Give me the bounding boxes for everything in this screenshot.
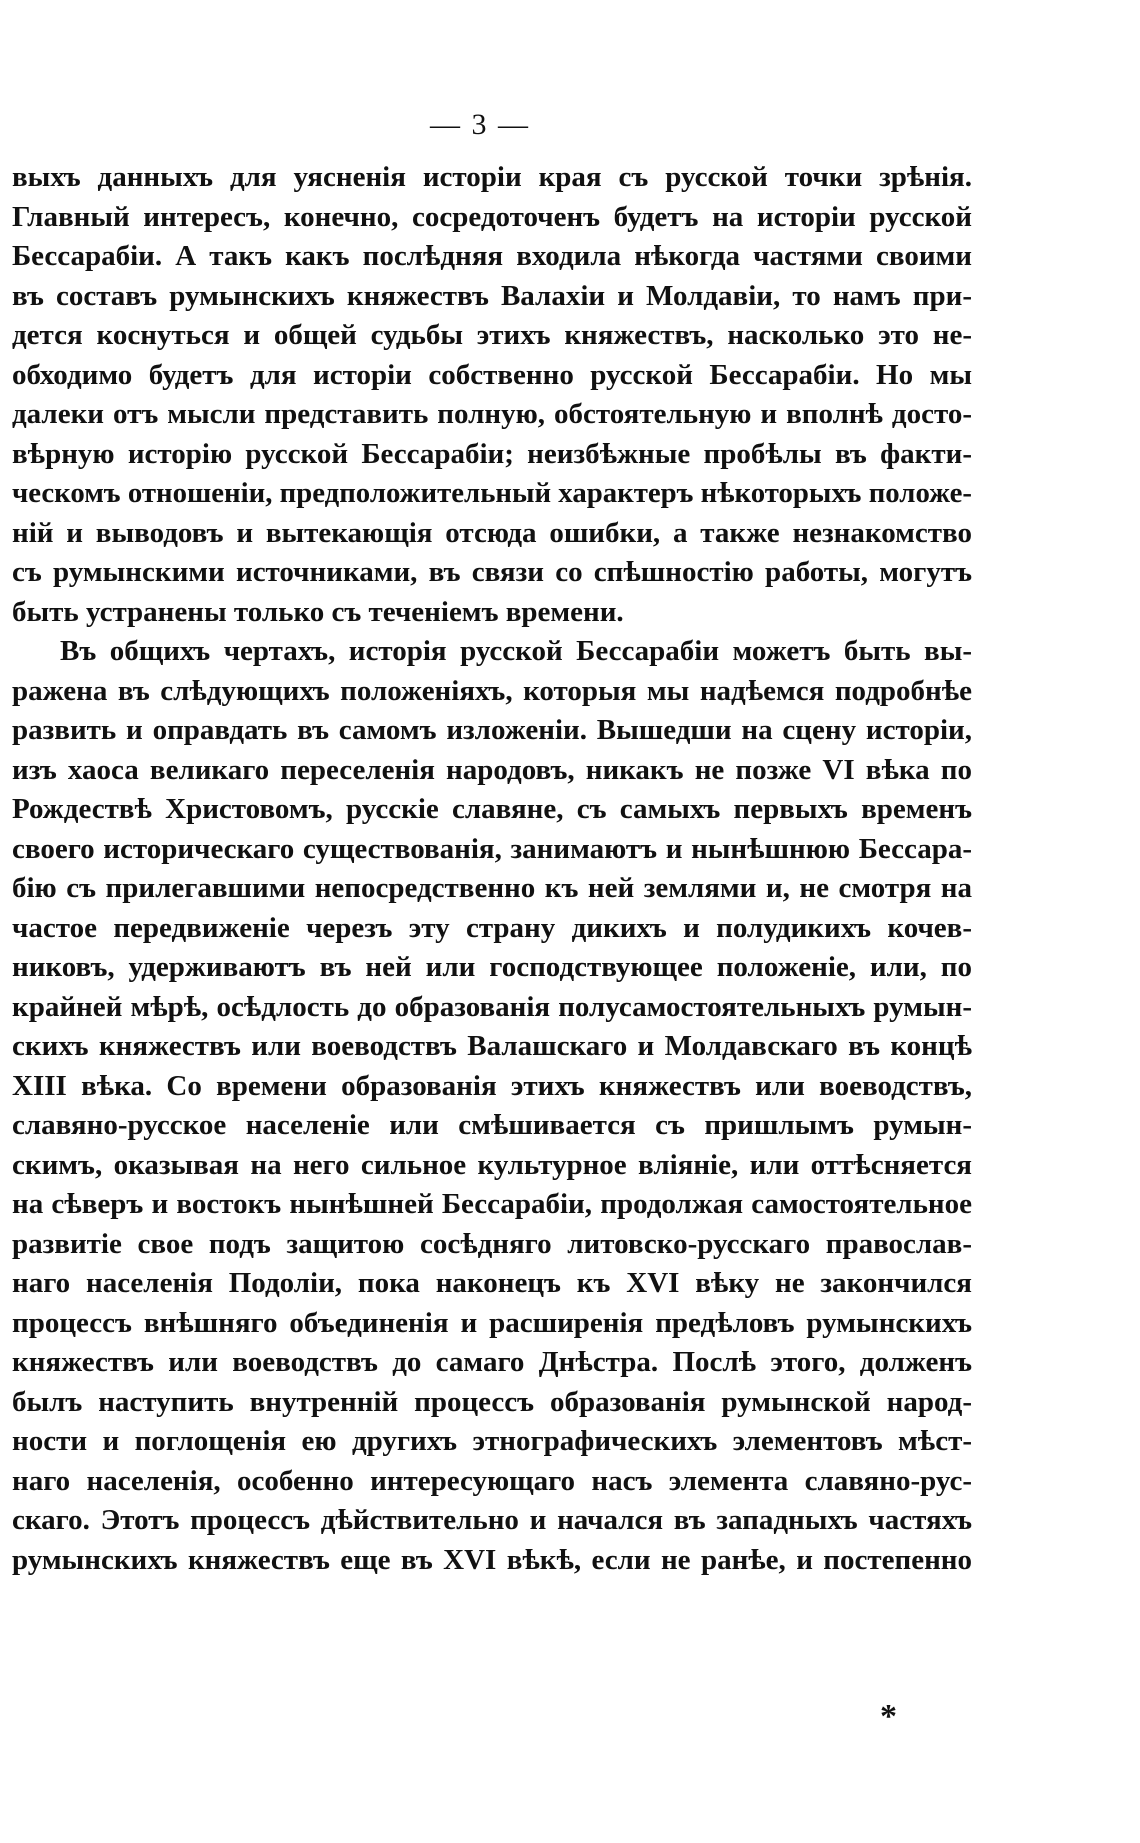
text-line: развить и оправдать въ самомъ изложеніи. Вышедши на сцену исторіи, bbox=[12, 714, 972, 746]
text-line: ческомъ отношеніи, предположительный характеръ нѣкоторыхъ положе- bbox=[12, 477, 972, 509]
text-line: румынскихъ княжествъ еще въ XVI вѣкѣ, если не ранѣе, и постепенно bbox=[12, 1543, 972, 1576]
text-line: вѣрную исторію русской Бессарабіи; неизбѣжные пробѣлы въ факти- bbox=[12, 437, 972, 470]
text-line: ражена въ слѣдующихъ положеніяхъ, которыя мы надѣемся подробнѣе bbox=[12, 674, 972, 707]
page-number: — 3 — bbox=[430, 108, 530, 141]
text-line: Бессарабіи. А такъ какъ послѣдняя входила нѣкогда частями своими bbox=[12, 240, 972, 272]
text-line: скихъ княжествъ или воеводствъ Валашскаго и Молдавскаго въ концѣ bbox=[12, 1030, 972, 1062]
text-line: обходимо будетъ для исторіи собственно русской Бессарабіи. Но мы bbox=[12, 358, 972, 391]
text-line: далеки отъ мысли представить полную, обстоятельную и вполнѣ досто- bbox=[12, 398, 972, 430]
text-line: крайней мѣрѣ, осѣдлость до образованія полусамостоятельныхъ румын- bbox=[12, 990, 972, 1023]
signature-mark: * bbox=[880, 1698, 897, 1735]
body-text bbox=[12, 158, 972, 1580]
text-line: скаго. Этотъ процессъ дѣйствительно и начался въ западныхъ частяхъ bbox=[12, 1504, 972, 1536]
text-line: выхъ данныхъ для уясненія исторіи края съ русской точки зрѣнія. bbox=[12, 161, 972, 193]
text-line: скимъ, оказывая на него сильное культурное вліяніе, или оттѣсняется bbox=[12, 1148, 972, 1181]
text-line: ности и поглощенія ею другихъ этнографическихъ элементовъ мѣст- bbox=[12, 1425, 972, 1457]
text-line: изъ хаоса великаго переселенія народовъ, никакъ не позже VI вѣка по bbox=[12, 753, 972, 786]
text-line-paragraph-end: быть устранены только съ теченіемъ времени. bbox=[12, 595, 624, 628]
text-line: княжествъ или воеводствъ до самаго Днѣстра. Послѣ этого, долженъ bbox=[12, 1346, 972, 1378]
text-line: былъ наступить внутренній процессъ образованія румынской народ- bbox=[12, 1385, 972, 1418]
text-line: въ составъ румынскихъ княжествъ Валахіи и Молдавіи, то намъ при- bbox=[12, 279, 972, 312]
text-line: своего историческаго существованія, занимаютъ и нынѣшнюю Бессара- bbox=[12, 832, 972, 865]
text-line: никовъ, удерживаютъ въ ней или господствующее положеніе, или, по bbox=[12, 951, 972, 983]
text-line-paragraph-start: Въ общихъ чертахъ, исторія русской Бессарабіи можетъ быть вы- bbox=[60, 635, 972, 667]
text-line: Главный интересъ, конечно, сосредоточенъ будетъ на исторіи русской bbox=[12, 200, 972, 233]
text-line: славяно-русское населеніе или смѣшивается съ пришлымъ румын- bbox=[12, 1109, 972, 1141]
text-line: процессъ внѣшняго объединенія и расширенія предѣловъ румынскихъ bbox=[12, 1306, 972, 1339]
text-line: XIII вѣка. Со времени образованія этихъ княжествъ или воеводствъ, bbox=[12, 1069, 972, 1102]
text-line: развитіе свое подъ защитою сосѣдняго литовско-русскаго православ- bbox=[12, 1227, 972, 1260]
text-line: наго населенія, особенно интересующаго насъ элемента славяно-рус- bbox=[12, 1464, 972, 1497]
text-line: частое передвиженіе черезъ эту страну дикихъ и полудикихъ кочев- bbox=[12, 911, 972, 944]
text-line: наго населенія Подоліи, пока наконецъ къ XVI вѣку не закончился bbox=[12, 1267, 972, 1299]
text-line: Рождествѣ Христовомъ, русскіе славяне, съ самыхъ первыхъ временъ bbox=[12, 793, 972, 825]
text-line: на сѣверъ и востокъ нынѣшней Бессарабіи, продолжая самостоятельное bbox=[12, 1188, 972, 1220]
text-line: бію съ прилегавшими непосредственно къ ней землями и, не смотря на bbox=[12, 872, 972, 904]
text-line: съ румынскими источниками, въ связи со спѣшностію работы, могутъ bbox=[12, 556, 972, 588]
text-line: дется коснуться и общей судьбы этихъ княжествъ, насколько это не- bbox=[12, 319, 972, 351]
text-line: ній и выводовъ и вытекающія отсюда ошибки, а также незнакомство bbox=[12, 516, 972, 549]
